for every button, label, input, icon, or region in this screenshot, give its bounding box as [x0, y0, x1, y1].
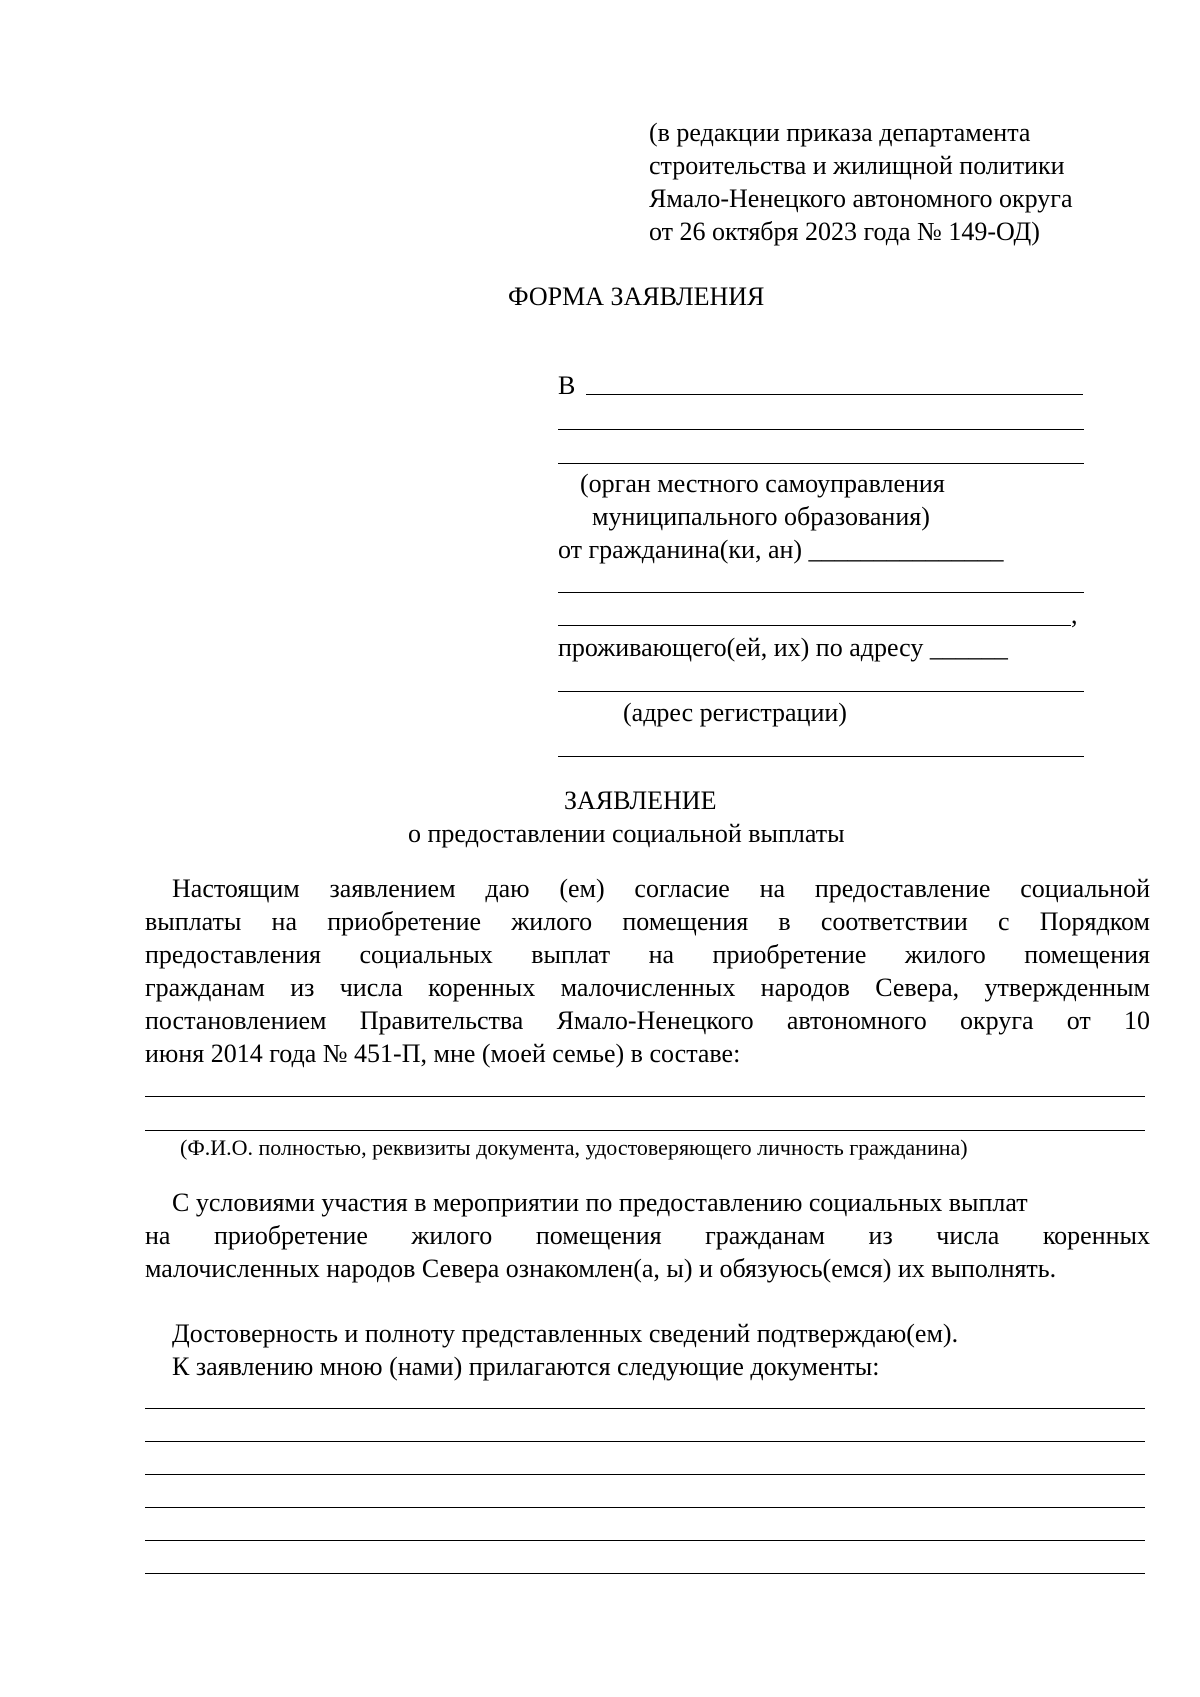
- consent-line: предоставления социальных выплат на приобретение жилого помещения: [145, 940, 1150, 969]
- consent-line: Настоящим заявлением даю (ем) согласие на предоставление социальной: [172, 874, 1150, 903]
- attachment-field-line[interactable]: [145, 1441, 1145, 1442]
- attachment-field-line[interactable]: [145, 1474, 1145, 1475]
- edition-note-line: (в редакции приказа департамента: [649, 118, 1031, 147]
- organ-caption: муниципального образования): [592, 502, 930, 531]
- attachments-label: К заявлению мною (нами) прилагаются следующие документы:: [172, 1352, 880, 1381]
- form-title: ФОРМА ЗАЯВЛЕНИЯ: [508, 282, 765, 311]
- conditions-line: на приобретение жилого помещения гражданам из числа коренных: [145, 1221, 1150, 1250]
- family-field-line[interactable]: [145, 1130, 1145, 1131]
- reliability-statement: Достоверность и полноту представленных сведений подтверждаю(ем).: [172, 1319, 959, 1348]
- consent-line: постановлением Правительства Ямало-Ненецкого автономного округа от 10: [145, 1006, 1150, 1035]
- family-field-line[interactable]: [145, 1096, 1145, 1097]
- address-caption: (адрес регистрации): [623, 698, 847, 727]
- edition-note-line: от 26 октября 2023 года № 149-ОД): [649, 217, 1040, 246]
- citizen-field-line[interactable]: [558, 625, 1071, 626]
- organ-caption: (орган местного самоуправления: [580, 469, 945, 498]
- address-field-line[interactable]: [558, 756, 1084, 757]
- comma: ,: [1071, 600, 1078, 629]
- consent-line: выплаты на приобретение жилого помещения в соответствии с Порядком: [145, 907, 1150, 936]
- organ-field-line[interactable]: [558, 429, 1084, 430]
- citizen-field-line[interactable]: [558, 592, 1084, 593]
- edition-note-line: строительства и жилищной политики: [649, 151, 1065, 180]
- consent-line: июня 2014 года № 451-П, мне (моей семье) в составе:: [145, 1039, 741, 1068]
- organ-field-line[interactable]: [558, 463, 1084, 464]
- conditions-line: С условиями участия в мероприятии по предоставлению социальных выплат: [172, 1188, 1028, 1217]
- address-field-line[interactable]: [558, 691, 1084, 692]
- consent-line: гражданам из числа коренных малочисленных народов Севера, утвержденным: [145, 973, 1150, 1002]
- attachment-field-line[interactable]: [145, 1408, 1145, 1409]
- organ-field-line[interactable]: [586, 394, 1083, 395]
- statement-title: ЗАЯВЛЕНИЕ: [564, 786, 717, 815]
- statement-subtitle: о предоставлении социальной выплаты: [408, 819, 845, 848]
- fio-caption: (Ф.И.О. полностью, реквизиты документа, удостоверяющего личность гражданина): [180, 1135, 968, 1160]
- from-citizen-label: от гражданина(ки, ан) _______________: [558, 535, 1004, 564]
- attachment-field-line[interactable]: [145, 1540, 1145, 1541]
- residing-label: проживающего(ей, их) по адресу ______: [558, 633, 1008, 662]
- edition-note-line: Ямало-Ненецкого автономного округа: [649, 184, 1073, 213]
- conditions-line: малочисленных народов Севера ознакомлен(а, ы) и обязуюсь(емся) их выполнять.: [145, 1254, 1057, 1283]
- to-prefix: В: [558, 371, 576, 400]
- attachment-field-line[interactable]: [145, 1507, 1145, 1508]
- attachment-field-line[interactable]: [145, 1573, 1145, 1574]
